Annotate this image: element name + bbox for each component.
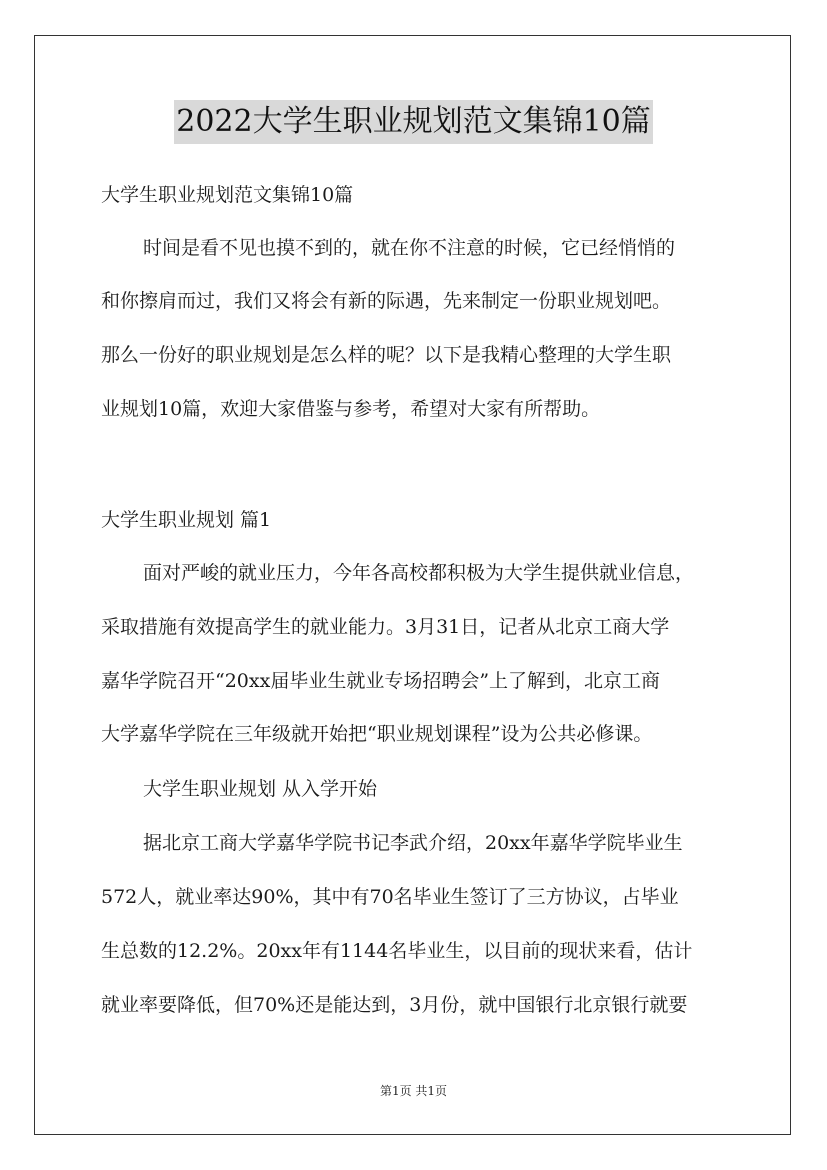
subsection-heading: 大学生职业规划 从入学开始: [143, 778, 378, 800]
title-block: [0, 100, 827, 144]
paragraph-line: 和你擦肩而过，我们又将会有新的际遇，先来制定一份职业规划吧。: [101, 290, 672, 312]
page-footer: [0, 1083, 827, 1099]
paragraph-line: 采取措施有效提高学生的就业能力。3月31日，记者从北京工商大学: [101, 616, 670, 638]
paragraph-line: 大学嘉华学院在三年级就开始把“职业规划课程”设为公共必修课。: [101, 723, 653, 745]
page-number: 第1页 共1页: [379, 1084, 448, 1098]
paragraph-line: 时间是看不见也摸不到的，就在你不注意的时候，它已经悄悄的: [143, 237, 676, 259]
document-title: 2022大学生职业规划范文集锦10篇: [174, 100, 653, 144]
paragraph-line: 那么一份好的职业规划是怎么样的呢？以下是我精心整理的大学生职: [101, 344, 672, 366]
paragraph-line: 据北京工商大学嘉华学院书记李武介绍，20xx年嘉华学院毕业生: [143, 832, 683, 854]
section-heading: 大学生职业规划 篇1: [101, 509, 272, 531]
paragraph-line: 嘉华学院召开“20xx届毕业生就业专场招聘会”上了解到，北京工商: [101, 670, 661, 692]
paragraph-line: 面对严峻的就业压力，今年各高校都积极为大学生提供就业信息，: [143, 562, 695, 584]
paragraph-line: 572人，就业率达90%，其中有70名毕业生签订了三方协议，占毕业: [101, 886, 679, 908]
paragraph-line: 就业率要降低，但70%还是能达到，3月份，就中国银行北京银行就要: [101, 994, 688, 1016]
paragraph-line: 生总数的12.2%。20xx年有1144名毕业生，以目前的现状来看，估计: [101, 940, 693, 962]
paragraph-line: 业规划10篇，欢迎大家借鉴与参考，希望对大家有所帮助。: [101, 398, 601, 420]
subtitle-line: 大学生职业规划范文集锦10篇: [101, 184, 354, 206]
